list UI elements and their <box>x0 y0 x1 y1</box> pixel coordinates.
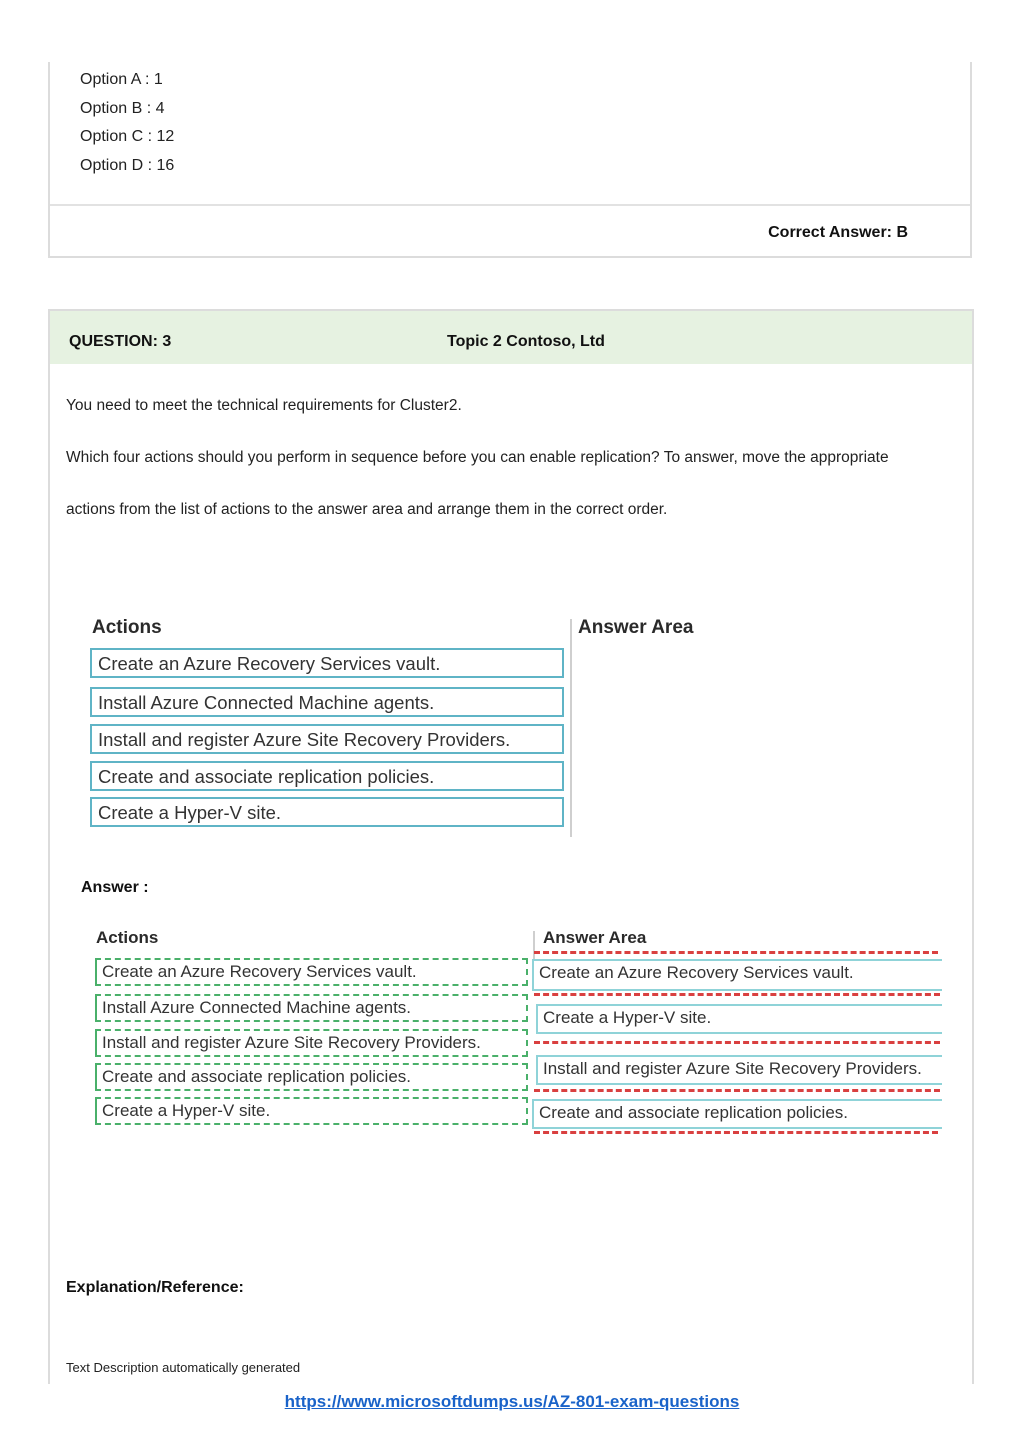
panel-divider <box>570 619 572 837</box>
answer-order-item: Install and register Azure Site Recovery Providers. <box>536 1055 942 1085</box>
answer-action-item: Create an Azure Recovery Services vault. <box>95 958 528 986</box>
question-paragraph-2: Which four actions should you perform in sequence before you can enable replication? To answer, move the appropriate <box>66 449 889 466</box>
text-description: Text Description automatically generated <box>66 1360 301 1375</box>
answer-order-item: Create an Azure Recovery Services vault. <box>532 959 942 991</box>
answer-action-item: Install and register Azure Site Recovery Providers. <box>95 1029 528 1057</box>
answer-area-title-solution: Answer Area <box>543 928 647 947</box>
action-item[interactable]: Create an Azure Recovery Services vault. <box>90 648 564 678</box>
answer-panel-divider <box>533 931 535 959</box>
action-item[interactable]: Create and associate replication policies. <box>90 761 564 791</box>
question-topic: Topic 2 Contoso, Ltd <box>447 333 605 350</box>
answer-order-item: Create a Hyper-V site. <box>536 1004 942 1034</box>
previous-question-card <box>48 62 972 258</box>
action-item[interactable]: Create a Hyper-V site. <box>90 797 564 827</box>
options-list <box>80 66 174 180</box>
question-paragraph-1: You need to meet the technical requirements for Cluster2. <box>66 397 462 414</box>
action-item[interactable]: Install and register Azure Site Recovery Providers. <box>90 724 564 754</box>
drop-zone-border <box>534 1041 940 1044</box>
answer-action-item: Create a Hyper-V site. <box>95 1097 528 1125</box>
action-item[interactable]: Install Azure Connected Machine agents. <box>90 687 564 717</box>
explanation-title: Explanation/Reference: <box>66 1279 244 1296</box>
drop-zone-border <box>534 1131 938 1134</box>
answer-label: Answer : <box>81 879 149 896</box>
actions-title: Actions <box>92 617 162 638</box>
answer-order-item: Create and associate replication policies. <box>532 1099 942 1129</box>
answer-action-item: Install Azure Connected Machine agents. <box>95 994 528 1022</box>
footer-link[interactable]: https://www.microsoftdumps.us/AZ-801-exam-questions <box>284 1392 740 1411</box>
drop-zone-border <box>534 951 938 954</box>
answer-area-title: Answer Area <box>578 617 694 638</box>
answer-actions-title: Actions <box>96 928 159 947</box>
option-a: Option A : 1 <box>80 71 163 88</box>
question-number: QUESTION: 3 <box>69 333 172 350</box>
answer-action-item: Create and associate replication policies. <box>95 1063 528 1091</box>
question-card <box>48 309 974 1384</box>
option-d: Option D : 16 <box>80 156 175 174</box>
option-c: Option C : 12 <box>80 128 175 146</box>
question-header <box>50 311 972 364</box>
option-b: Option B : 4 <box>80 99 165 117</box>
drop-zone-border <box>534 993 940 996</box>
question-paragraph-3: actions from the list of actions to the answer area and arrange them in the correct order. <box>66 501 668 518</box>
correct-answer: Correct Answer: B <box>768 224 908 241</box>
card-divider <box>50 204 970 206</box>
drop-zone-border <box>534 1089 940 1092</box>
